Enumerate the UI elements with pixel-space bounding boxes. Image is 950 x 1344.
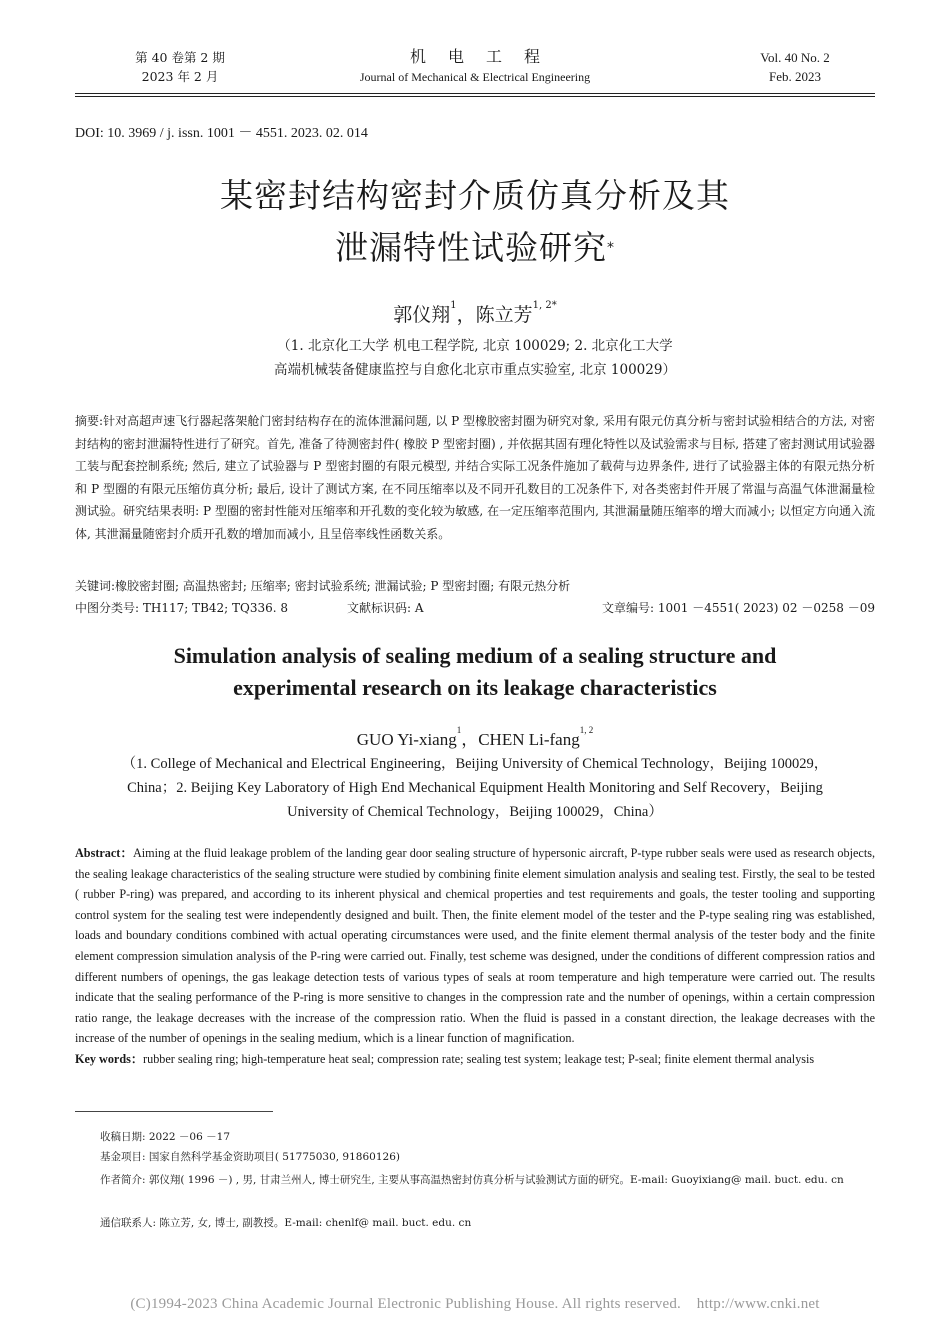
header-rule <box>75 93 875 94</box>
abstract-cn-text: 针对高超声速飞行器起落架舱门密封结构存在的流体泄漏问题, 以 P 型橡胶密封圈为研究对象, 采用有限元仿真分析与密封试验相结合的方法, 对密封结构的密封泄漏特性进行了研究。首先, 准备了待测密封件( 橡胶 P 型密封圈) , 并依据其固有理化特性以及试验需求与目标, 搭建了密封测试用试验器工装与配套控制系统; 然后, 建立了试验器与 P 型密封圈的有限元模型, 并结合实际工况条件施加了载荷与边界条件, 进行了试验器主体的有限元热分析和 P 型圈的有限元压缩仿真分析; 最后, 设计了测试方案, 在不同压缩率以及不同开孔数目的工况条件下, 对各类密封件开展了常温与高温气体泄漏量检测试验。研究结果表明: P 型圈的密封性能对压缩率和开孔数的变化较为敏感, 在一定压缩率范围内, 其泄漏量随压缩率的增大而减小; 以恒定方向通入流体, 其泄漏量随密封介质开孔数的增加而减小, 且呈倍率线性函数关系。 <box>75 414 875 541</box>
abstract-cn-label: 摘要: <box>75 414 104 428</box>
affiliation-en-line3: University of Chemical Technology，Beijing 100029，China） <box>287 804 663 820</box>
issue-info-en <box>740 48 850 86</box>
paper-title-cn <box>75 170 875 274</box>
abstract-en-text: Aiming at the fluid leakage problem of the landing gear door sealing structure of hypersonic aircraft, P-type rubber seals were used as research objects, the sealing leakage characteristics of the sealing structure were studied by combining finite element simulation analysis and sealing test. Firstly, the seal to be tested ( rubber P-ring) was prepared, and according to its inherent physical and chemical properties and test requirements and goals, the tester tooling and supporting control system for the sealing test were independently designed and built. Then, the finite element model of the tester and the P-type sealing ring was established, loads and boundary conditions combined with actual operating circumstances were used, and the finite element thermal analysis of the tester body and the finite element compression simulation analysis of the P-ring were carried out. Finally, test scheme was designed, under the conditions of different compression ratios and different numbers of openings, the gas leakage detection tests of various types of seals at room temperature and high temperature were carried out. The results indicate that the sealing performance of the P-ring is more sensitive to changes in the compression rate and the number of openings, within a certain compression ratio range, the leakage decreases with the increase of the compression ratio. When the fluid is passed in a constant direction, the leakage decreases with the increase of the number of openings in the sealing medium, which is a linear function of magnification. <box>75 846 875 1046</box>
abstract-en-paragraph <box>75 843 875 1049</box>
footnote-rule <box>75 1111 273 1112</box>
title-cn-line2: 泄漏特性试验研究* <box>335 228 615 267</box>
journal-name-cn: 机电工程 <box>409 47 562 66</box>
affiliation-cn <box>75 334 875 382</box>
author-en-2: CHEN Li-fang <box>478 730 580 749</box>
affiliation-cn-line2: 高端机械装备健康监控与自愈化北京市重点实验室, 北京 100029） <box>274 362 676 378</box>
author-en-1-sup: 1 <box>456 725 462 735</box>
title-cn-line1: 某密封结构密封介质仿真分析及其 <box>220 176 730 215</box>
doi[interactable]: DOI: 10. 3969 / j. issn. 1001 － 4551. 2023. 02. 014 <box>75 126 368 141</box>
header-rule-double <box>75 96 875 97</box>
abstract-en <box>75 843 875 1070</box>
title-en-line1: Simulation analysis of sealing medium of a sealing structure and <box>173 643 777 668</box>
keywords-cn <box>75 575 875 597</box>
author-cn-1-sup: 1 <box>450 300 457 311</box>
footnote-fund: 基金项目: 国家自然科学基金资助项目( 51775030, 91860126) <box>100 1151 400 1163</box>
issue-volume: 第 40 卷第 2 期 <box>135 50 225 65</box>
paper-title-en <box>75 640 875 704</box>
affiliation-en <box>75 752 875 824</box>
author-en-2-sup: 1, 2 <box>579 725 594 735</box>
abstract-cn <box>75 410 875 546</box>
journal-name <box>320 46 630 86</box>
title-en-line2: experimental research on its leakage characteristics <box>233 675 717 700</box>
authors-en <box>75 725 875 750</box>
affiliation-en-line2: China；2. Beijing Key Laboratory of High End Mechanical Equipment Health Monitoring and Self Recovery，Beijing <box>127 780 823 796</box>
author-cn-2-sup: 1, 2* <box>532 300 557 311</box>
title-cn-footnote-mark: * <box>607 240 615 256</box>
footnote-contact: 通信联系人: 陈立芳, 女, 博士, 副教授。E-mail: chenlf@ mail. buct. edu. cn <box>100 1217 472 1229</box>
keywords-en-label: Key words： <box>75 1051 144 1066</box>
issue-info <box>120 48 240 86</box>
issue-date: 2023 年 2 月 <box>141 69 219 84</box>
affiliation-cn-line1: （1. 北京化工大学 机电工程学院, 北京 100029; 2. 北京化工大学 <box>277 338 673 354</box>
footnote-received: 收稿日期: 2022 －06 －17 <box>100 1131 230 1143</box>
journal-name-en: Journal of Mechanical & Electrical Engineering <box>359 70 591 84</box>
keywords-cn-label: 关键词: <box>75 579 116 593</box>
clc-number: 中图分类号: TH117; TB42; TQ336. 8 <box>75 601 289 615</box>
keywords-en <box>75 1049 875 1070</box>
author-en-1: GUO Yi-xiang <box>356 730 457 749</box>
author-cn-2: 陈立芳 <box>475 304 533 326</box>
issue-date-en: Feb. 2023 <box>769 69 821 84</box>
keywords-en-text: rubber sealing ring; high-temperature heat seal; compression rate; sealing test system; leakage test; P-seal; finite element thermal analysis <box>143 1051 815 1066</box>
abstract-en-label: Abstract： <box>75 846 133 860</box>
author-en-separator: ， <box>461 730 479 749</box>
footnote-author-intro: 作者简介: 郭仪翔( 1996 －) , 男, 甘肃兰州人, 博士研究生, 主要从事高温热密封仿真分析与试验测试方面的研究。E-mail: Guoyixiang@ mail. buct. edu. cn <box>100 1174 844 1186</box>
issue-volume-en: Vol. 40 No. 2 <box>760 50 830 65</box>
copyright-footer: (C)1994-2023 China Academic Journal Electronic Publishing House. All rights reserved. http://www.cnki.net <box>130 1296 820 1312</box>
authors-cn <box>75 300 875 327</box>
affiliation-en-line1: （1. College of Mechanical and Electrical Engineering，Beijing University of Chemical Technology，Beijing 100029， <box>121 756 829 772</box>
document-code: 文献标识码: A <box>347 601 424 615</box>
author-separator: ， <box>456 304 476 326</box>
author-cn-1: 郭仪翔 <box>393 304 451 326</box>
article-number: 文章编号: 1001 －4551( 2023) 02 －0258 －09 <box>602 601 875 615</box>
keywords-cn-text: 橡胶密封圈; 高温热密封; 压缩率; 密封试验系统; 泄漏试验; P 型密封圈; 有限元热分析 <box>115 579 571 593</box>
